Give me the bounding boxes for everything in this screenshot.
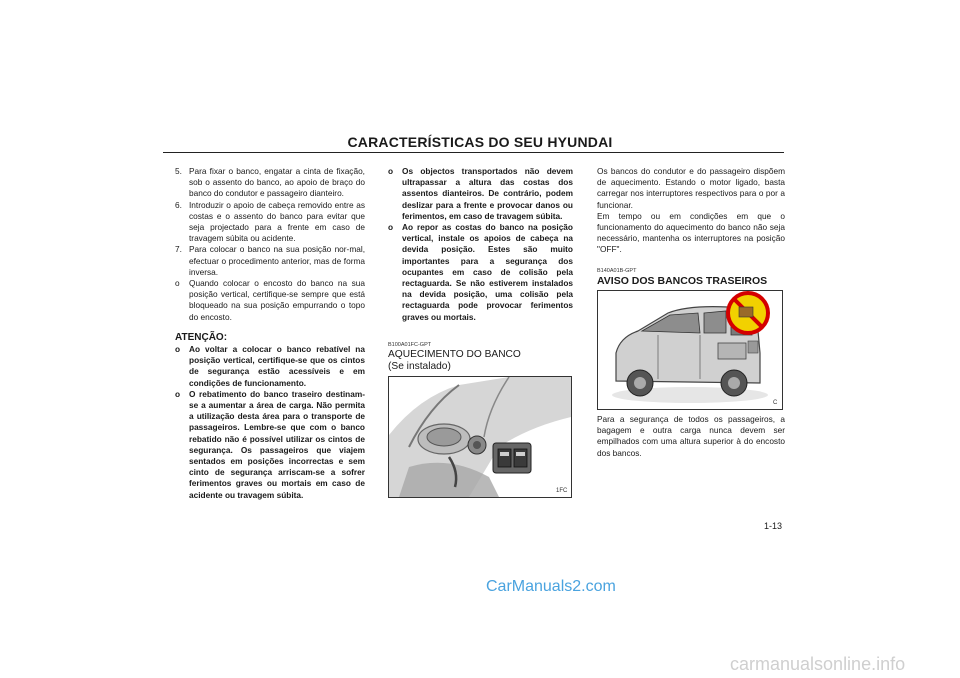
warning-text: Os objectos transportados não devem ultrapassar a altura das costas dos assentos dianteiros. De contrário, podem deslizar para a frente e provocar danos ou ferimentos, em caso de travagem súbita.	[402, 166, 573, 221]
warning-text: O rebatimento do banco traseiro destinam-se a aumentar a área de carga. Não permita a utilização desta área para o transporte de passageiros. Lembre-se que com o banco rebatido não é possível utilizar os cintos de segurança. Os passageiros que viajem sentados em posições incorrectas e sem cinto de segurança arriscam-se a sofrer ferimentos graves ou mortais em caso de acidente ou travagem súbita.	[189, 388, 365, 500]
warning-text: Ao repor as costas do banco na posição vertical, instale os apoios de cabeça na devida posição. Estes são muito importantes para a segurança dos ocupantes em caso de colisão pela rectaguarda. Se não estiverem instalados na devida posição, uma colisão pela rectaguarda pode provocar ferimentos graves ou mortais.	[402, 222, 573, 322]
list-marker: o	[175, 388, 181, 399]
list-marker: o	[388, 166, 394, 176]
paragraph: Os bancos do condutor e do passageiro dispõem de aquecimento. Estando o motor ligado, basta carregar nos interruptores respectivos para o por a funcionar.	[597, 166, 785, 210]
site-watermark: carmanualsonline.info	[730, 654, 906, 674]
warning-text: Ao voltar a colocar o banco rebatível na posição vertical, certifique-se que os cintos de segurança estão acessíveis e em condições de funcionamento.	[189, 344, 365, 388]
seat-heater-figure	[388, 376, 572, 498]
figure-code: C	[773, 400, 778, 406]
section-code: B140A01B-GPT	[597, 268, 637, 274]
list-marker: o	[175, 278, 180, 289]
figure-code: 1FC	[556, 488, 568, 494]
list-item	[175, 166, 365, 200]
section-title: AVISO DOS BANCOS TRASEIROS	[597, 275, 768, 287]
seat-heater-illustration	[389, 377, 571, 497]
list-item	[175, 278, 365, 323]
column-3	[597, 166, 785, 256]
column-2	[388, 166, 573, 323]
warning-item	[175, 344, 365, 389]
list-marker: o	[175, 344, 181, 355]
rear-seat-figure	[597, 290, 783, 410]
list-item-text: Introduzir o apoio de cabeça removido entre as costas e o assento do banco para evitar que seja projectado para a frente em caso de travagem súbita ou acidente.	[189, 199, 365, 244]
paragraph: Para a segurança de todos os passageiros, a bagagem e outra carga nunca devem ser empilhados com uma altura superior à do encosto dos bancos.	[597, 414, 785, 458]
list-marker: 5.	[175, 166, 182, 176]
section-code: B100A01FC-GPT	[388, 342, 432, 348]
warning-item	[388, 222, 573, 323]
header-rule	[163, 152, 784, 153]
warning-title: ATENÇÃO:	[175, 331, 228, 343]
warning-item	[388, 166, 573, 222]
warning-item	[175, 389, 365, 501]
list-item-text: Para fixar o banco, engatar a cinta de fixação, sob o assento do banco, ao apoio de braço do banco do condutor e passageiro dianteiro.	[189, 166, 365, 199]
paragraph: Em tempo ou em condições em que o funcionamento do aquecimento do banco não seja necessário, mantenha os interruptores na posição "OFF".	[597, 210, 785, 255]
section-subtitle: (Se instalado)	[388, 361, 451, 372]
list-marker: 6.	[175, 199, 182, 210]
list-item	[175, 200, 365, 245]
watermark-link[interactable]: CarManuals2.com	[486, 578, 616, 595]
list-marker: o	[388, 222, 394, 233]
list-item	[175, 244, 365, 278]
page-number: 1-13	[764, 521, 783, 531]
list-item-text: Quando colocar o encosto do banco na sua posição vertical, certifique-se sempre que está bloqueado na sua posição empurrando o topo do encosto.	[189, 278, 365, 322]
list-item-text: Para colocar o banco na sua posição nor-mal, efectuar o procedimento anterior, mas de forma inversa.	[189, 244, 365, 277]
car-cargo-illustration	[598, 291, 782, 409]
column-1	[175, 166, 365, 501]
section-title: AQUECIMENTO DO BANCO	[388, 349, 521, 360]
list-marker: 7.	[175, 244, 182, 255]
page-header: CARACTERÍSTICAS DO SEU HYUNDAI	[347, 134, 613, 150]
